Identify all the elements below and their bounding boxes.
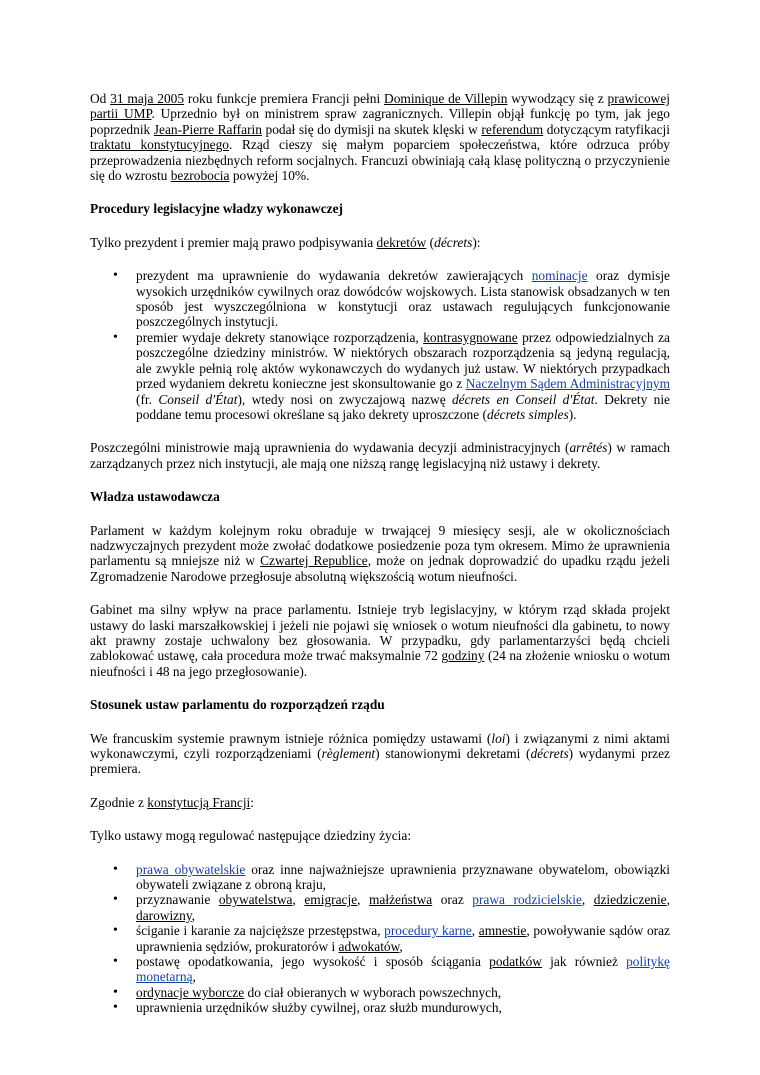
link-prawa-obywatelskie[interactable]: prawa obywatelskie [136, 861, 246, 877]
list-item [136, 985, 670, 1000]
text: ), wtedy nosi on zwyczajową nazwę [237, 391, 452, 407]
text: , [471, 923, 479, 939]
text: wywodzący się z [507, 91, 608, 106]
list-item [136, 330, 670, 422]
text: ) wydanymi przez premiera. [90, 746, 670, 777]
text: , [581, 892, 594, 908]
paragraph-ministers [90, 440, 670, 471]
italic-text: décrets simples [487, 406, 569, 422]
link-dekretow[interactable]: dekretów [376, 234, 427, 250]
link-darowizny[interactable]: darowizny [136, 907, 192, 923]
text: oraz inne najważniejsze uprawnienia przyznawane obywatelom, obowiązki obywateli związane z obroną kraju, [136, 861, 670, 893]
link-konstytucja[interactable]: konstytucją Francji [147, 794, 251, 810]
list-item [136, 923, 670, 954]
text: , [191, 907, 196, 923]
text: ). [568, 406, 577, 422]
text: roku funkcje premiera Francji pełni [184, 91, 385, 106]
text: : [250, 794, 255, 810]
text: jak również [541, 954, 627, 970]
link-kontrasygnowane[interactable]: kontrasygnowane [423, 329, 518, 345]
list-item [136, 892, 670, 923]
italic-text: règlement [321, 746, 376, 761]
document-content [90, 91, 670, 1016]
link-referendum[interactable]: referendum [481, 121, 544, 137]
text: , [399, 938, 403, 954]
heading-legislative-procedures: Procedury legislacyjne władzy wykonawczej [90, 201, 344, 217]
text: Od [90, 91, 111, 106]
text: Tylko prezydent i premier mają prawo podpisywania [90, 234, 377, 250]
text: , [192, 969, 196, 985]
link-raffarin[interactable]: Jean-Pierre Raffarin [153, 121, 262, 137]
link-traktat[interactable]: traktatu konstytucyjnego [90, 137, 230, 153]
text: Parlament w każdym kolejnym roku obraduje w trwającej 9 miesięcy sesji, ale w okolicznościach nadzwyczajnych prezydent może zwołać dodatkowe posiedzenie poza tym okresem. Mimo że uprawnienia parlamentu są mniejsze niż w [90, 522, 670, 569]
italic-text: loi [491, 730, 506, 746]
link-naczelny-sad[interactable]: Naczelnym Sądem Administracyjnym [465, 376, 671, 392]
link-godziny[interactable]: godziny [441, 648, 485, 664]
text: Gabinet ma silny wpływ na prace parlamentu. Istnieje tryb legislacyjny, w którym rząd składa projekt ustawy do laski marszałkowskiej i jeżeli nie pojawi się wniosek o wotum nieufności dla gabinetu, to nowy akt prawny zostaje uchwalony bez głosowania. W przypadku, gdy parlamentarzyści będą chcieli zablokować ustawę, cała procedura może trwać maksymalnie 72 [90, 602, 670, 664]
law-domains-list [90, 862, 670, 1016]
text: ): [472, 234, 481, 250]
link-procedury-karne[interactable]: procedury karne [384, 923, 472, 939]
decrees-list [90, 268, 670, 422]
text: premier wydaje dekrety stanowiące rozporządzenia, [136, 329, 424, 345]
link-obywatelstwa[interactable]: obywatelstwa [218, 892, 293, 908]
text: ) w ramach zarządzanych przez nich instytucji, ale mają one niższą rangę legislacyjną niż ustawy i dekrety. [90, 440, 670, 471]
link-villepin[interactable]: Dominique de Villepin [384, 91, 508, 106]
text: Zgodnie z [90, 794, 148, 810]
text: We francuskim systemie prawnym istnieje różnica pomiędzy ustawami ( [90, 730, 492, 746]
text: uprawnienia urzędników służby cywilnej, oraz służb mundurowych, [136, 1000, 502, 1016]
text: , powoływanie sądów oraz uprawnienia sędziów, prokuratorów i [136, 923, 670, 954]
text: ściganie i karanie za najcięższe przestępstwa, [136, 923, 385, 939]
text: przez odpowiedzialnych za poszczególne dziedziny ministrów. W niektórych obszarach rozporządzenia są jedyną regulacją, ale zwykle pełnią rolę aktów wykonawczych do wydanych już ustaw. W niektórych przypadkach przed wydaniem dekretu konieczne jest skonsultowanie go z [136, 329, 670, 392]
paragraph-constitution [90, 795, 670, 810]
text: ) stanowionymi dekretami ( [375, 746, 531, 761]
text: ( [426, 234, 435, 250]
link-partii-ump[interactable]: partii UMP [90, 106, 152, 122]
list-item [136, 1000, 670, 1015]
text: postawę opodatkowania, jego wysokość i sposób ściągania [136, 954, 490, 970]
link-emigracje[interactable]: emigracje [304, 892, 358, 908]
link-polityka-monetarna[interactable]: politykę monetarną [136, 954, 670, 985]
text: , [292, 892, 305, 908]
paragraph-cabinet [90, 602, 670, 679]
text: . Rząd cieszy się małym poparciem społeczeństwa, które odrzuca próby przeprowadzenia niezbędnych reform socjalnych. Francuzi obwiniają całą klasę polityczną o przyczynienie się do wzrostu [90, 137, 671, 184]
heading-laws-vs-regulations: Stosunek ustaw parlamentu do rozporządzeń rządu [90, 697, 385, 713]
text: , [357, 892, 370, 908]
text: (fr. [136, 391, 159, 407]
italic-text: décrets [530, 746, 569, 761]
link-ordynacje-wyborcze[interactable]: ordynacje wyborcze [136, 984, 245, 1000]
text: , może on jednak doprowadzić do upadku rządu jeżeli Zgromadzenie Narodowe przegłosuje absolutną większością wotum nieufności. [90, 553, 671, 584]
text: powyżej 10%. [229, 168, 310, 184]
text: prezydent ma uprawnienie do wydawania dekretów zawierających [136, 268, 532, 284]
text: . Dekrety nie poddane temu procesowi określane są jako dekrety uproszczone ( [136, 391, 671, 422]
text: do ciał obieranych w wyborach powszechnych, [244, 984, 502, 1000]
paragraph-legal-system [90, 731, 670, 777]
text: przyznawanie [136, 892, 219, 908]
text: podał się do dymisji na skutek klęski w [261, 121, 482, 137]
paragraph-laws-only: Tylko ustawy mogą regulować następujące dziedziny życia: [90, 828, 412, 844]
heading-legislative-power: Władza ustawodawcza [90, 489, 220, 505]
link-adwokatow[interactable]: adwokatów [338, 938, 400, 954]
text: Poszczególni ministrowie mają uprawnienia do wydawania decyzji administracyjnych ( [90, 440, 570, 456]
paragraph-government [90, 91, 670, 183]
link-podatkow[interactable]: podatków [489, 954, 542, 970]
link-malzenstwa[interactable]: małżeństwa [369, 892, 433, 908]
link-date[interactable]: 31 maja 2005 [110, 91, 185, 106]
link-amnestie[interactable]: amnestie [478, 923, 527, 939]
paragraph-decrees-intro [90, 235, 670, 250]
list-item [136, 954, 670, 985]
italic-text: décrets [434, 234, 473, 250]
text: (24 na złożenie wniosku o wotum nieufności i 48 na jego przegłosowanie). [90, 648, 670, 679]
link-dziedziczenie[interactable]: dziedziczenie [593, 892, 667, 908]
link-czwarta-republika[interactable]: Czwartej Republice [260, 553, 368, 569]
paragraph-parliament [90, 523, 670, 585]
text: , [666, 892, 670, 908]
text: ) i związanymi z nimi aktami wykonawczymi, czyli rozporządzeniami ( [90, 730, 670, 761]
link-nominacje[interactable]: nominacje [531, 268, 588, 284]
link-prawicowej[interactable]: prawicowej [607, 91, 670, 106]
text: oraz [432, 892, 473, 908]
list-item [136, 862, 670, 893]
italic-text: décrets en Conseil d'État [451, 391, 595, 407]
text: dotyczącym ratyfikacji [543, 121, 670, 137]
text: . Uprzednio był on ministrem spraw zagranicznych. Villepin objął funkcję po tym, jak jego poprzednik [90, 106, 670, 137]
text: oraz dymisje wysokich urzędników cywilnych oraz dowódców wojskowych. Lista stanowisk obsadzanych w ten sposób jest wyszczególniona w konstytucji oraz ustawach regulujących funkcjonowanie poszczególnych instytucji. [136, 268, 670, 330]
list-item [136, 268, 670, 330]
link-bezrobocie[interactable]: bezrobocia [170, 168, 230, 184]
link-prawa-rodzicielskie[interactable]: prawa rodzicielskie [472, 892, 582, 908]
italic-text: arrêtés [569, 440, 608, 456]
italic-text: Conseil d'État [158, 391, 238, 407]
